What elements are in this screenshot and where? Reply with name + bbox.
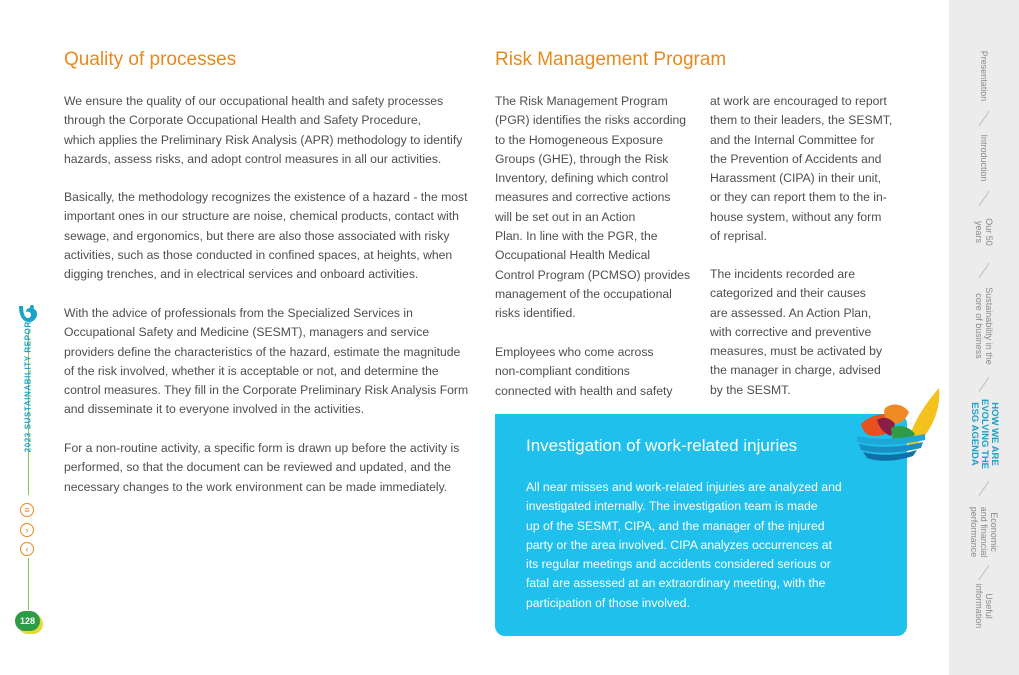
text-line: which applies the Preliminary Risk Analysis (APR) methodology to identify <box>64 132 463 147</box>
risk-paragraph-3 <box>710 92 892 246</box>
menu-icon[interactable]: ≡ <box>20 503 34 517</box>
risk-paragraph-1 <box>495 92 690 324</box>
text-line: Inventory, defining which control <box>495 171 669 186</box>
text-line: Groups (GHE), through the Risk <box>495 151 669 166</box>
text-line: them to their leaders, the SESMT, <box>710 113 893 128</box>
text-line: Harassment (CIPA) in their unit, <box>710 171 882 186</box>
sidebar-item-useful-information[interactable] <box>974 584 994 629</box>
sidebar-item-label: years <box>974 220 984 244</box>
text-line: management of the occupational <box>495 286 672 301</box>
page-number-badge: 128 <box>15 611 40 631</box>
text-line: connected with health and safety <box>495 383 673 398</box>
sidebar-item-label: performance <box>969 506 979 558</box>
sidebar-nav <box>949 0 1019 675</box>
risk-paragraph-4 <box>710 265 882 400</box>
sidebar-separator <box>978 111 989 126</box>
text-line: its regular meetings and accidents considered serious or <box>526 557 831 572</box>
text-line: The Risk Management Program <box>495 94 668 108</box>
text-line: through the Corporate Occupational Health and Safety Procedure, <box>64 113 422 128</box>
sidebar-item-label: information <box>974 583 984 629</box>
sidebar-item-label: ESG AGENDA <box>969 402 980 466</box>
sidebar-item-esg-agenda[interactable] <box>969 399 999 469</box>
injury-investigation-callout <box>495 414 907 636</box>
prev-page-icon[interactable]: ‹ <box>20 542 34 556</box>
text-line: and disseminate it to everyone involved in the activities. <box>64 402 365 417</box>
callout-title: Investigation of work-related injuries <box>526 436 798 455</box>
sidebar-item-label: and financial <box>979 506 989 558</box>
sidebar-item-label: Useful <box>984 593 994 619</box>
text-line: of reprisal. <box>710 229 767 244</box>
text-line: by the SESMT. <box>710 382 791 397</box>
risk-paragraph-2 <box>495 343 673 401</box>
text-line: risks identified. <box>495 306 576 321</box>
text-line: to the Homogeneous Exposure <box>495 132 664 147</box>
sidebar-separator <box>978 481 989 496</box>
quality-paragraph-1 <box>64 92 462 169</box>
sidebar-item-introduction[interactable] <box>979 134 989 181</box>
text-line: With the advice of professionals from the Specialized Services in <box>64 306 413 320</box>
text-line: categorized and their causes <box>710 286 866 301</box>
text-line: activities, such as those conducted in confined spaces, at heights, when <box>64 247 453 262</box>
sidebar-item-label: Economic <box>989 512 999 552</box>
text-line: We ensure the quality of our occupational health and safety processes <box>64 94 444 108</box>
text-line: participation of those involved. <box>526 595 690 610</box>
text-line: of the risk involved, whether it is acceptable or not, and determine the <box>64 363 439 378</box>
text-line: at work are encouraged to report <box>710 94 887 108</box>
sidebar-item-our-50-years[interactable] <box>974 218 994 246</box>
sidebar-separator <box>978 191 989 206</box>
text-line: Occupational Safety and Medicine (SESMT), managers and service <box>64 325 430 340</box>
text-line: measures, must be activated by <box>710 344 883 359</box>
text-line: non-compliant conditions <box>495 364 630 379</box>
text-line: Plan. In line with the PGR, the <box>495 229 658 244</box>
text-line: providers define the characteristics of the hazard, estimate the magnitude <box>64 344 461 359</box>
text-line: digging trenches, and in electrical services and onboard activities. <box>64 267 419 282</box>
text-line: will be set out in an Action <box>495 209 636 224</box>
text-line: house system, without any form <box>710 209 882 224</box>
text-line: For a non-routine activity, a specific form is drawn up before the activity is <box>64 441 460 455</box>
quality-paragraph-2 <box>64 188 468 284</box>
quality-paragraph-4 <box>64 439 459 497</box>
text-line: performed, so that the document can be reviewed and updated, and the <box>64 460 451 475</box>
sidebar-separator <box>978 377 989 392</box>
section-title-quality: Quality of processes <box>64 49 237 70</box>
text-line: the Prevention of Accidents and <box>710 151 882 166</box>
callout-body <box>526 478 842 613</box>
text-line: or they can report them to the in- <box>710 190 887 205</box>
text-line: party or the area involved. CIPA analyzes occurrences at <box>526 537 832 552</box>
text-line: hazards, assess risks, and adopt control measures in all our activities. <box>64 151 442 166</box>
sidebar-separator <box>978 565 989 580</box>
sidebar-separator <box>978 263 989 278</box>
text-line: fatal are assessed at an extraordinary meeting, with the <box>526 576 826 591</box>
rail-line-bottom <box>28 558 29 610</box>
quality-paragraph-3 <box>64 304 468 420</box>
text-line: important ones in our structure are noise, chemical products, contact with <box>64 209 459 224</box>
text-line: are assessed. An Action Plan, <box>710 305 872 320</box>
next-page-icon[interactable]: › <box>20 523 34 537</box>
esg-flag-icon <box>855 384 941 474</box>
text-line: with corrective and preventive <box>710 324 872 339</box>
report-title-label: 2023 SUSTAINABILITY REPORT <box>23 315 33 453</box>
sidebar-item-label: Presentation <box>979 50 989 102</box>
text-line: sewage, and ergonomics, but there are also those associated with risky <box>64 228 450 243</box>
text-line: control measures. They fill in the Corporate Preliminary Risk Analysis Form <box>64 383 469 398</box>
text-line: Control Program (PCMSO) provides <box>495 267 691 282</box>
text-line: (PGR) identifies the risks according <box>495 113 687 128</box>
text-line: and the Internal Committee for <box>710 132 875 147</box>
text-line: Occupational Health Medical <box>495 248 651 263</box>
section-title-risk-management: Risk Management Program <box>495 49 727 70</box>
text-line: necessary changes to the work environment can be made immediately. <box>64 479 448 494</box>
text-line: up of the SESMT, CIPA, and the manager of the injured <box>526 518 825 533</box>
sidebar-item-label: Introduction <box>979 134 989 182</box>
text-line: Employees who come across <box>495 345 654 359</box>
text-line: The incidents recorded are <box>710 267 855 281</box>
sidebar-item-label: Sustainability in the <box>984 287 994 365</box>
text-line: investigated internally. The investigation team is made <box>526 499 818 514</box>
sidebar-item-label: HOW WE ARE <box>989 402 1000 466</box>
text-line: measures and corrective actions <box>495 190 671 205</box>
sidebar-item-label: core of business <box>974 293 984 359</box>
text-line: All near misses and work-related injuries are analyzed and <box>526 480 842 494</box>
text-line: the manager in charge, advised <box>710 363 881 378</box>
text-line: Basically, the methodology recognizes the existence of a hazard - the most <box>64 190 468 204</box>
sidebar-item-label: Our 50 <box>984 218 994 246</box>
sidebar-item-label: EVOLVING THE <box>979 398 990 470</box>
sidebar-item-presentation[interactable] <box>979 51 989 102</box>
sidebar-item-economic-performance[interactable] <box>969 507 999 558</box>
sidebar-item-sustainability[interactable] <box>974 287 994 365</box>
